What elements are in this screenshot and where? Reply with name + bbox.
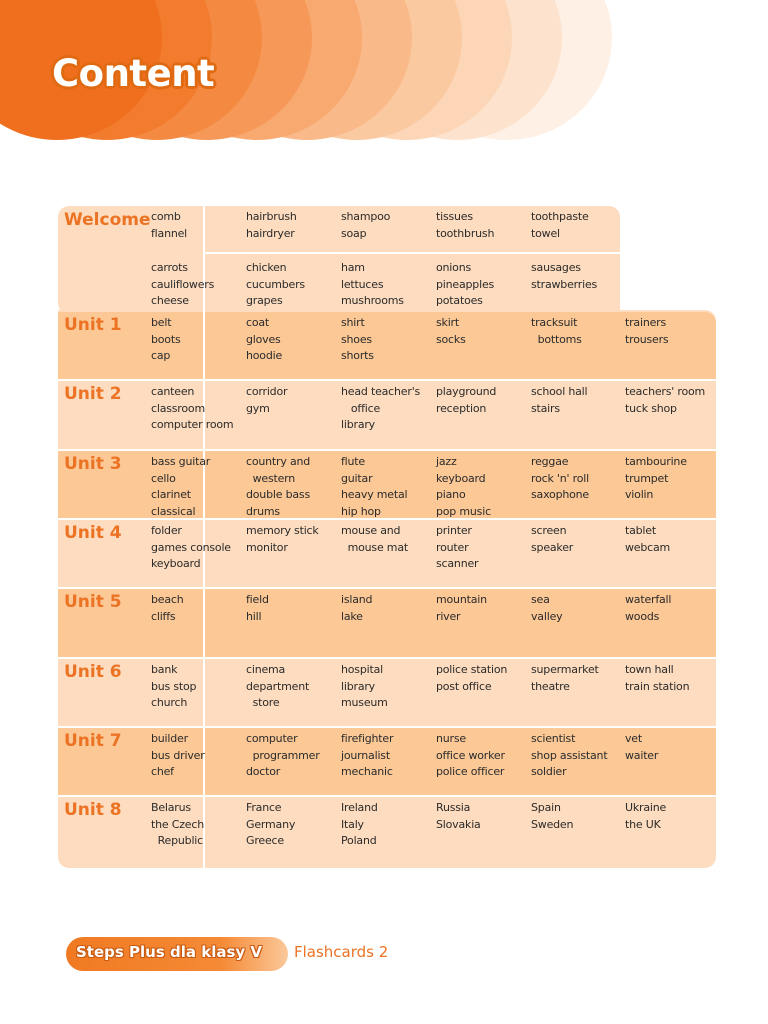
row-divider bbox=[58, 726, 716, 728]
vocabulary-table bbox=[58, 206, 716, 868]
vocab-word: strawberries bbox=[531, 277, 598, 291]
vocab-word: speaker bbox=[531, 540, 574, 554]
vocab-word: games console bbox=[151, 540, 231, 554]
vocab-word: office worker bbox=[436, 748, 505, 762]
row-label-unit-5: Unit 5 bbox=[64, 592, 122, 612]
vocab-word: lettuces bbox=[341, 277, 384, 291]
vocab-word: stairs bbox=[531, 401, 560, 415]
vocab-word: scientist bbox=[531, 732, 576, 745]
vocab-word: Slovakia bbox=[436, 817, 481, 831]
vocab-word: flannel bbox=[151, 226, 188, 240]
vocab-word: grapes bbox=[246, 294, 283, 307]
vocab-word: heavy metal bbox=[341, 488, 408, 501]
page-title: Content bbox=[52, 52, 215, 95]
vocab-word: school hall bbox=[531, 385, 588, 398]
vocab-word: classical bbox=[151, 504, 196, 518]
vocab-word: soap bbox=[341, 226, 367, 240]
vocab-word: vet bbox=[625, 732, 642, 745]
vocab-word: gloves bbox=[246, 332, 281, 346]
vocab-word: theatre bbox=[531, 679, 570, 693]
vocab-word: cap bbox=[151, 349, 171, 362]
vocab-word: hill bbox=[246, 609, 262, 623]
vocab-word: soldier bbox=[531, 765, 567, 778]
vocab-word: France bbox=[246, 801, 282, 814]
row-label-unit-4: Unit 4 bbox=[64, 523, 122, 543]
vocab-word: monitor bbox=[246, 540, 288, 554]
vocab-word: shirt bbox=[341, 316, 365, 329]
row-divider bbox=[58, 518, 716, 520]
vocab-word: shoes bbox=[341, 332, 372, 346]
vocab-word: teachers' room bbox=[625, 385, 706, 398]
vocab-word: the UK bbox=[625, 817, 661, 831]
vocab-word: valley bbox=[531, 609, 563, 623]
row-divider bbox=[58, 379, 716, 381]
vocab-word: coat bbox=[246, 316, 270, 329]
vocab-word: playground bbox=[436, 385, 497, 398]
vocab-word: reggae bbox=[531, 455, 569, 468]
vocab-word: Sweden bbox=[531, 817, 574, 831]
vocab-word: cauliflowers bbox=[151, 277, 215, 291]
vocab-word: cheese bbox=[151, 294, 189, 307]
vocab-word: beach bbox=[151, 593, 184, 606]
vocab-word: boots bbox=[151, 332, 181, 346]
vocab-word: island bbox=[341, 593, 373, 606]
vocab-word: police station bbox=[436, 663, 508, 676]
vocab-word: Ireland bbox=[341, 801, 378, 814]
vocab-word: builder bbox=[151, 732, 188, 745]
vocab-word: country and western bbox=[246, 455, 311, 485]
vocab-word: sea bbox=[531, 593, 550, 606]
vocab-word: hairbrush bbox=[246, 210, 297, 223]
vocab-word: shop assistant bbox=[531, 748, 608, 762]
vocab-word: trumpet bbox=[625, 471, 669, 485]
vocab-word: onions bbox=[436, 261, 471, 274]
vocab-word: comb bbox=[151, 210, 181, 223]
vocab-word: shampoo bbox=[341, 210, 391, 223]
vocab-word: hairdryer bbox=[246, 226, 295, 240]
row-label-unit-7: Unit 7 bbox=[64, 731, 122, 751]
vocab-word: town hall bbox=[625, 663, 674, 676]
vocab-word: trainers bbox=[625, 316, 667, 329]
vocab-word: cello bbox=[151, 471, 176, 485]
vocab-word: keyboard bbox=[436, 471, 486, 485]
vocab-word: tuck shop bbox=[625, 401, 677, 415]
vocab-word: cliffs bbox=[151, 609, 176, 623]
row-label-welcome: Welcome bbox=[64, 210, 151, 230]
row-label-unit-1: Unit 1 bbox=[64, 315, 122, 335]
vocab-word: pineapples bbox=[436, 277, 495, 291]
row-label-unit-8: Unit 8 bbox=[64, 800, 122, 820]
vocab-word: reception bbox=[436, 401, 487, 415]
vocab-word: bass guitar bbox=[151, 455, 211, 468]
vocab-word: tablet bbox=[625, 524, 656, 537]
row-label-unit-2: Unit 2 bbox=[64, 384, 122, 404]
row-divider bbox=[58, 657, 716, 659]
row-label-unit-3: Unit 3 bbox=[64, 454, 122, 474]
vocab-word: waiter bbox=[625, 748, 659, 762]
vocab-word: Poland bbox=[341, 834, 377, 847]
vocab-word: pop music bbox=[436, 504, 491, 518]
vocab-word: carrots bbox=[151, 261, 188, 274]
vocab-word: corridor bbox=[246, 385, 288, 398]
vocab-word: towel bbox=[531, 226, 560, 240]
vocab-word: woods bbox=[625, 609, 660, 623]
vocab-word: cinema bbox=[246, 663, 286, 676]
vocab-word: hoodie bbox=[246, 349, 283, 362]
vocab-word: potatoes bbox=[436, 294, 483, 307]
vocab-word: trousers bbox=[625, 332, 669, 346]
vocab-word: gym bbox=[246, 401, 270, 415]
vocab-word: memory stick bbox=[246, 524, 319, 537]
vocab-word: church bbox=[151, 696, 188, 709]
welcome-section-divider bbox=[205, 252, 620, 254]
vocab-word: toothpaste bbox=[531, 210, 589, 223]
row-divider bbox=[58, 795, 716, 797]
vocab-word: mushrooms bbox=[341, 294, 404, 307]
vocab-word: Spain bbox=[531, 801, 561, 814]
vocab-word: Germany bbox=[246, 817, 296, 831]
vocab-word: nurse bbox=[436, 732, 466, 745]
vocab-word: clarinet bbox=[151, 488, 191, 501]
vocab-word: lake bbox=[341, 609, 363, 623]
vocab-word: drums bbox=[246, 504, 280, 518]
vocab-word: bus driver bbox=[151, 748, 205, 762]
vocab-word: firefighter bbox=[341, 732, 394, 745]
vocab-word: cucumbers bbox=[246, 277, 305, 291]
label-column-divider bbox=[203, 206, 205, 868]
vocab-word: field bbox=[246, 593, 269, 606]
vocab-word: flute bbox=[341, 455, 365, 468]
vocab-word: mountain bbox=[436, 593, 487, 606]
vocab-word: chef bbox=[151, 765, 174, 778]
vocab-word: violin bbox=[625, 488, 654, 501]
vocab-word: rock 'n' roll bbox=[531, 471, 589, 485]
vocab-word: Belarus bbox=[151, 801, 191, 814]
vocab-word: library bbox=[341, 679, 375, 693]
vocab-word: museum bbox=[341, 696, 388, 709]
vocab-word: post office bbox=[436, 679, 492, 693]
vocab-word: folder bbox=[151, 524, 182, 537]
vocab-word: toothbrush bbox=[436, 226, 495, 240]
vocab-word: department store bbox=[246, 679, 310, 709]
vocab-word: saxophone bbox=[531, 488, 589, 501]
vocab-word: ham bbox=[341, 261, 365, 274]
vocab-word: hospital bbox=[341, 663, 383, 676]
vocab-word: the Czech Republic bbox=[151, 817, 204, 847]
vocab-word: classroom bbox=[151, 401, 205, 415]
vocab-word: sausages bbox=[531, 261, 581, 274]
vocab-word: chicken bbox=[246, 261, 287, 274]
vocab-word: socks bbox=[436, 332, 466, 346]
vocab-word: tissues bbox=[436, 210, 473, 223]
row-divider bbox=[58, 449, 716, 451]
vocab-word: Ukraine bbox=[625, 801, 667, 814]
vocab-word: webcam bbox=[625, 540, 671, 554]
vocab-word: tambourine bbox=[625, 455, 687, 468]
vocab-word: scanner bbox=[436, 557, 479, 570]
vocab-word: guitar bbox=[341, 471, 373, 485]
vocab-word: router bbox=[436, 540, 469, 554]
vocab-word: canteen bbox=[151, 385, 195, 398]
vocab-word: belt bbox=[151, 316, 172, 329]
footer-title: Steps Plus dla klasy V bbox=[76, 943, 262, 961]
vocab-word: supermarket bbox=[531, 663, 599, 676]
vocab-word: bus stop bbox=[151, 679, 197, 693]
vocab-word: police officer bbox=[436, 765, 505, 778]
vocab-word: computer room bbox=[151, 418, 234, 431]
vocab-word: mouse and mouse mat bbox=[341, 524, 408, 554]
row-divider bbox=[58, 587, 716, 589]
vocab-word: piano bbox=[436, 488, 466, 501]
vocab-word: keyboard bbox=[151, 557, 201, 570]
vocab-word: doctor bbox=[246, 765, 281, 778]
row-label-unit-6: Unit 6 bbox=[64, 662, 122, 682]
vocab-word: bank bbox=[151, 663, 178, 676]
vocab-word: jazz bbox=[436, 455, 457, 468]
vocab-word: Russia bbox=[436, 801, 471, 814]
vocab-word: waterfall bbox=[625, 593, 672, 606]
vocab-word: mechanic bbox=[341, 765, 393, 778]
vocab-word: library bbox=[341, 418, 375, 431]
vocab-word: tracksuit bottoms bbox=[531, 316, 582, 346]
vocab-word: Greece bbox=[246, 834, 284, 847]
vocab-word: shorts bbox=[341, 349, 374, 362]
vocab-word: Italy bbox=[341, 817, 364, 831]
vocab-word: train station bbox=[625, 679, 690, 693]
vocab-word: journalist bbox=[341, 748, 390, 762]
vocab-word: head teacher's office bbox=[341, 385, 421, 415]
vocab-word: computer programmer bbox=[246, 732, 320, 762]
vocab-word: printer bbox=[436, 524, 472, 537]
vocab-word: river bbox=[436, 609, 461, 623]
vocab-word: screen bbox=[531, 524, 567, 537]
vocab-word: skirt bbox=[436, 316, 459, 329]
footer-subtitle: Flashcards 2 bbox=[294, 943, 389, 961]
vocab-word: hip hop bbox=[341, 504, 381, 518]
vocab-word: double bass bbox=[246, 488, 310, 501]
